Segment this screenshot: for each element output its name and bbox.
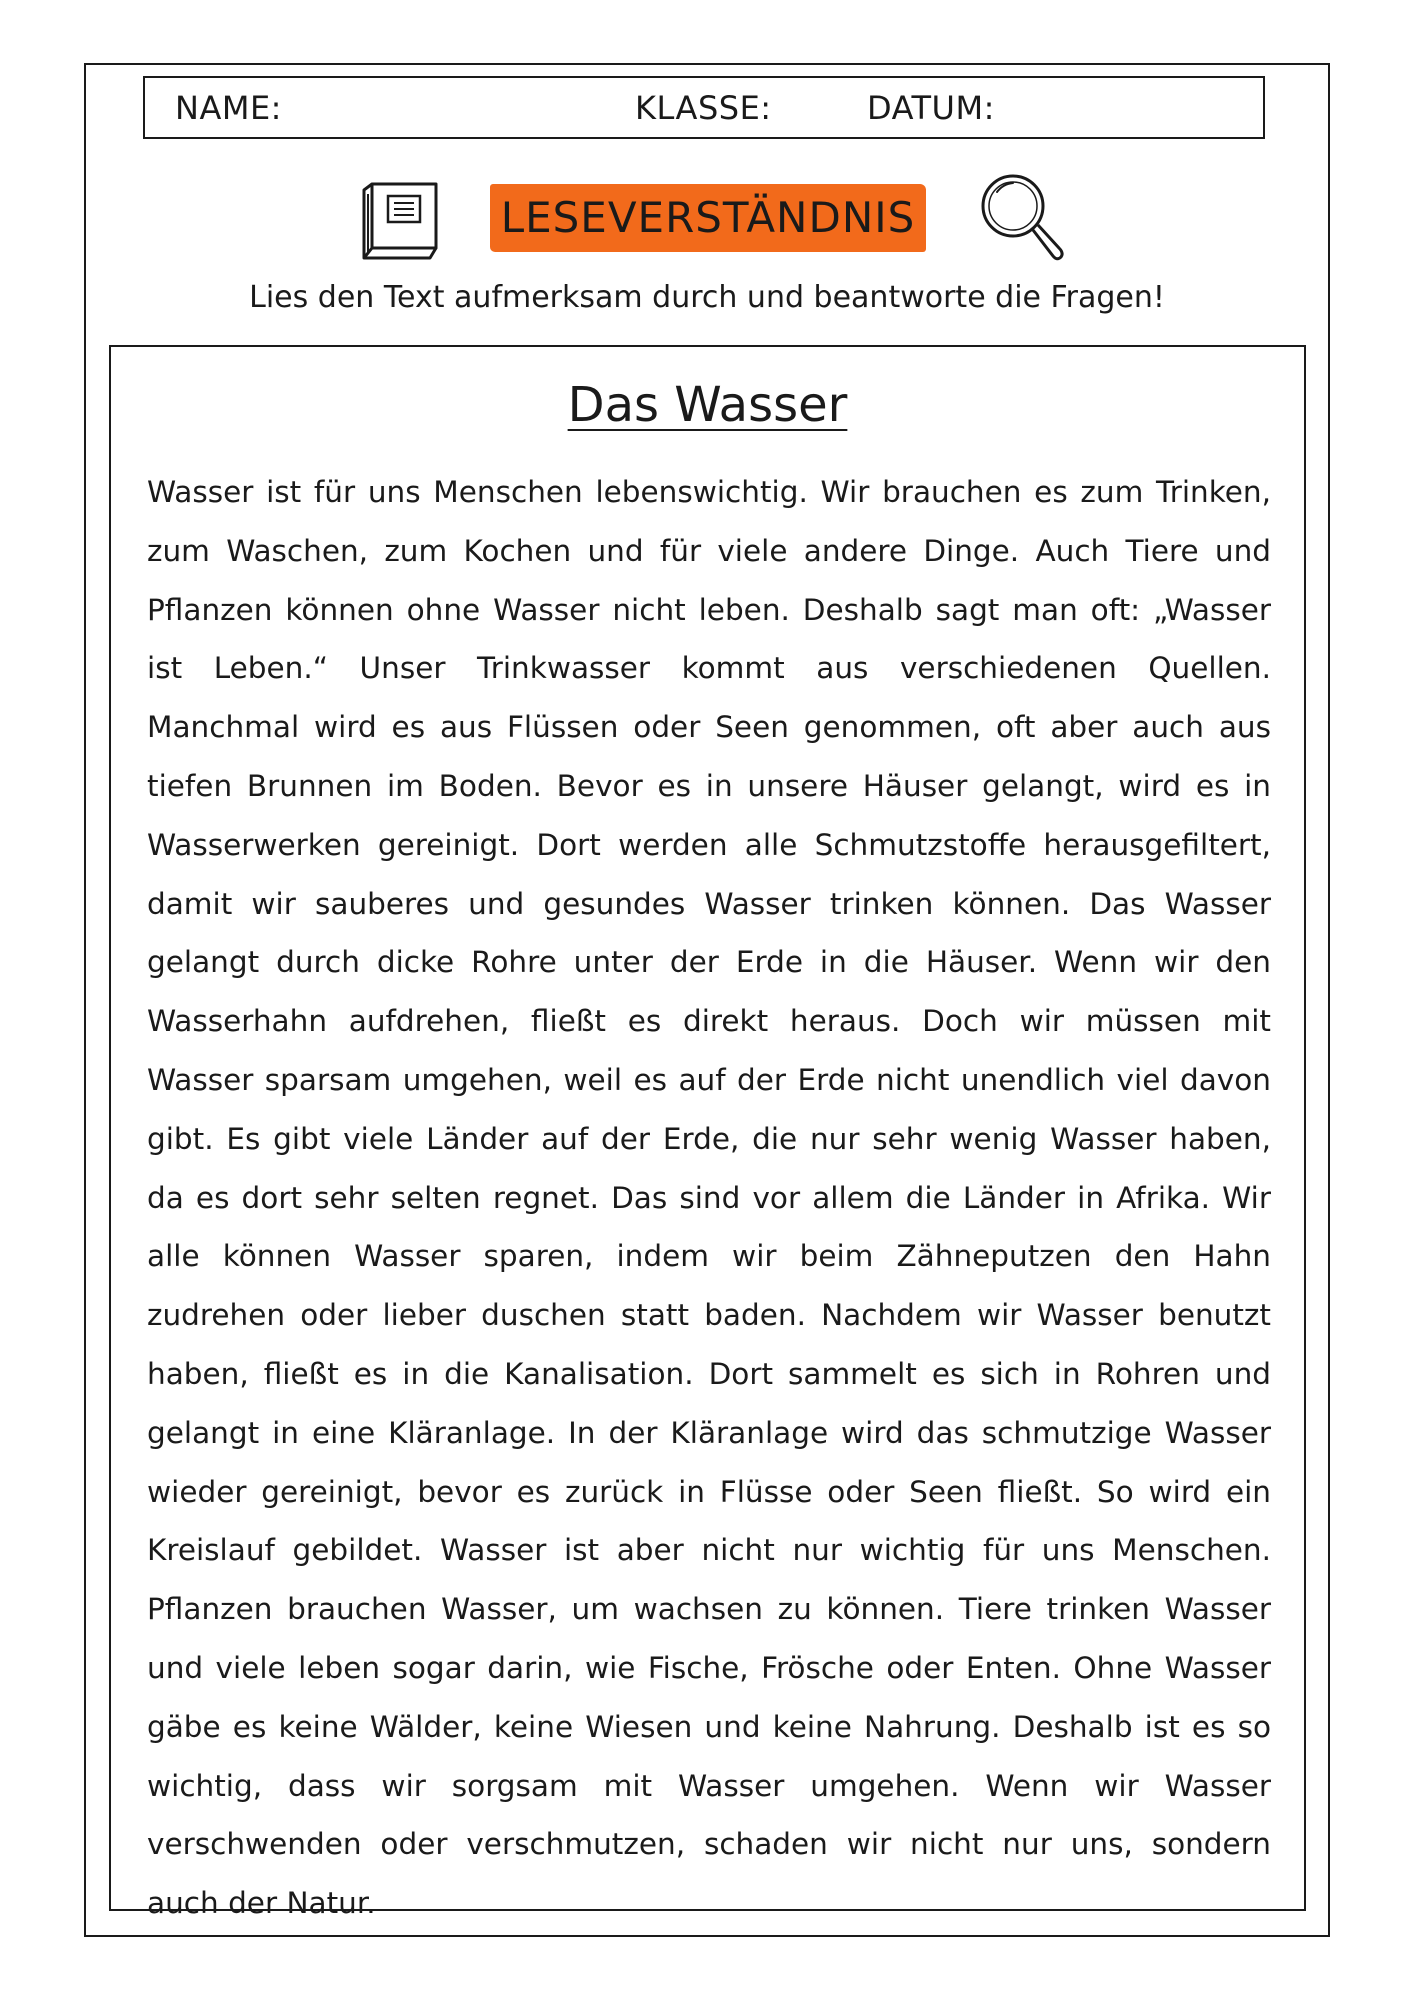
datum-label: DATUM: <box>867 89 995 127</box>
name-label: NAME: <box>175 89 282 127</box>
magnifying-glass-icon <box>975 168 1065 268</box>
klasse-label: KLASSE: <box>635 89 772 127</box>
student-info-box <box>143 76 1265 139</box>
worksheet-title-banner: LESEVERSTÄNDNIS <box>490 184 926 252</box>
reading-title <box>111 375 1304 435</box>
instruction-text: Lies den Text aufmerksam durch und beantworte die Fragen! <box>249 280 1165 315</box>
reading-text-box <box>109 345 1306 1921</box>
reading-body: Wasser ist für uns Menschen lebenswichtig. Wir brauchen es zum Trinken, zum Waschen, zum Kochen und für viele andere Dinge. Auch Tiere und Pflanzen können ohne Wasser nicht leben. Deshalb sagt man oft: „Wasser ist Leben.“ Unser Trinkwasser kommt aus verschiedenen Quellen. Manchmal wird es aus Flüssen oder Seen genommen, oft aber auch aus tiefen Brunnen im Boden. Bevor es in unsere Häuser gelangt, wird es in Wasserwerken gereinigt. Dort werden alle Schmutzstoffe herausgefiltert, damit wir sauberes und gesundes Wasser trinken können. Das Wasser gelangt durch dicke Rohre unter der Erde in die Häuser. Wenn wir den Wasserhahn aufdrehen, fließt es direkt heraus. Doch wir müssen mit Wasser sparsam umgehen, weil es auf der Erde nicht unendlich viel davon gibt. Es gibt viele Länder auf der Erde, die nur sehr wenig Wasser haben, da es dort sehr selten regnet. Das sind vor allem die Länder in Afrika. Wir alle können Wasser sparen, indem wir beim Zähneputzen den Hahn zudrehen oder lieber duschen statt baden. Nachdem wir Wasser benutzt haben, fließt es in die Kanalisation. Dort sammelt es sich in Rohren und gelangt in eine Kläranlage. In der Kläranlage wird das schmutzige Wasser wieder gereinigt, bevor es zurück in Flüsse oder Seen fließt. So wird ein Kreislauf gebildet. Wasser ist aber nicht nur wichtig für uns Menschen. Pflanzen brauchen Wasser, um wachsen zu können. Tiere trinken Wasser und viele leben sogar darin, wie Fische, Frösche oder Enten. Ohne Wasser gäbe es keine Wälder, keine Wiesen und keine Nahrung. Deshalb ist es so wichtig, dass wir sorgsam mit Wasser umgehen. Wenn wir Wasser verschwenden oder verschmutzen, schaden wir nicht nur uns, sondern auch der Natur. <box>147 475 1271 1921</box>
book-icon <box>360 174 450 264</box>
reading-title-text: Das Wasser <box>567 377 848 433</box>
